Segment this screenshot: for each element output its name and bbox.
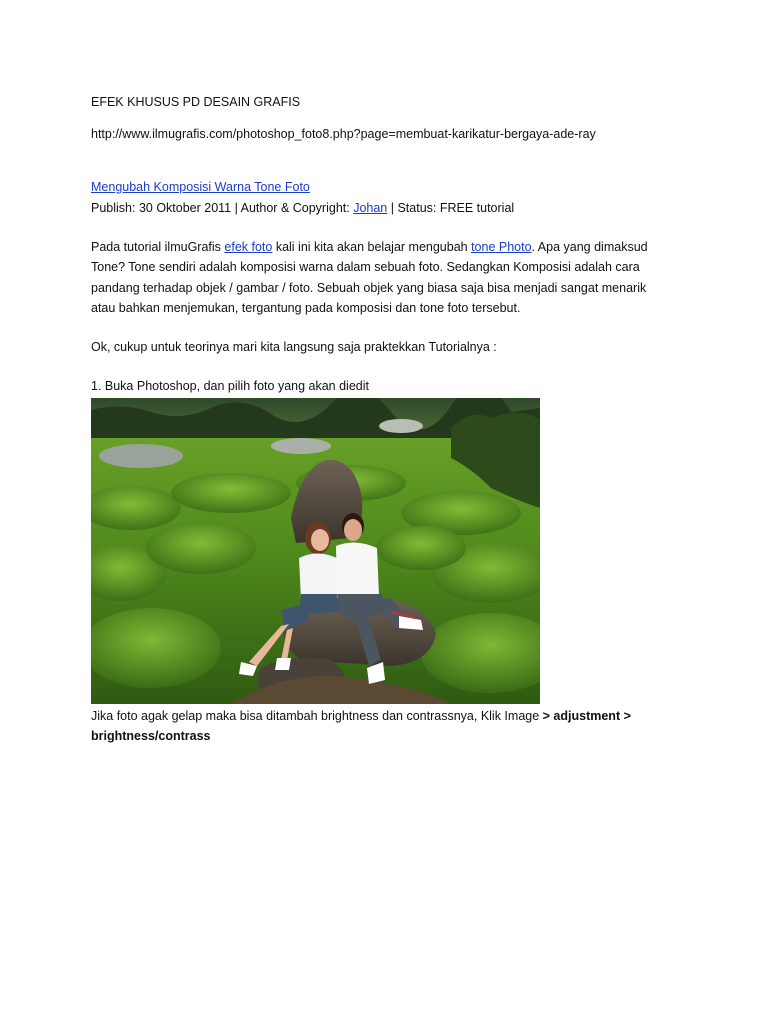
caption-paragraph	[91, 706, 651, 747]
article-meta	[91, 200, 514, 217]
meta-status: | Status: FREE tutorial	[387, 201, 515, 215]
intro-paragraph	[91, 237, 661, 319]
meta-publish: Publish: 30 Oktober 2011 | Author & Copyright:	[91, 201, 354, 215]
intro-text-2: kali ini kita akan belajar mengubah	[272, 240, 472, 254]
lead-paragraph: Ok, cukup untuk teorinya mari kita langsung saja praktekkan Tutorialnya :	[91, 340, 497, 354]
author-link[interactable]: Johan	[353, 201, 388, 215]
caption-text: Jika foto agak gelap maka bisa ditambah brightness dan contrassnya, Klik Image	[91, 709, 543, 723]
source-url: http://www.ilmugrafis.com/photoshop_foto8.php?page=membuat-karikatur-bergaya-ade-ray	[91, 127, 596, 141]
intro-text-3: . Apa yang dimaksud Tone? Tone sendiri adalah komposisi warna dalam sebuah foto. Sedangkan Komposisi adalah cara pandang terhadap objek / gambar / foto. Sebuah objek yang biasa saja bisa menjadi sangat menarik atau bahkan menjemukan, tergantung pada komposisi dan tone foto tersebut.	[91, 240, 648, 316]
tone-photo-link[interactable]: tone Photo	[471, 240, 532, 254]
tea-plantation-couple-photo	[91, 398, 540, 704]
step-1: 1. Buka Photoshop, dan pilih foto yang akan diedit	[91, 379, 369, 393]
document-heading: EFEK KHUSUS PD DESAIN GRAFIS	[91, 95, 301, 109]
article-title[interactable]: Mengubah Komposisi Warna Tone Foto	[91, 180, 310, 194]
article-title-link[interactable]	[91, 179, 310, 196]
intro-text-1: Pada tutorial ilmuGrafis	[91, 240, 225, 254]
caption-bold-path: > adjustment > brightness/contrass	[91, 709, 631, 744]
efek-foto-link[interactable]: efek foto	[224, 240, 273, 254]
